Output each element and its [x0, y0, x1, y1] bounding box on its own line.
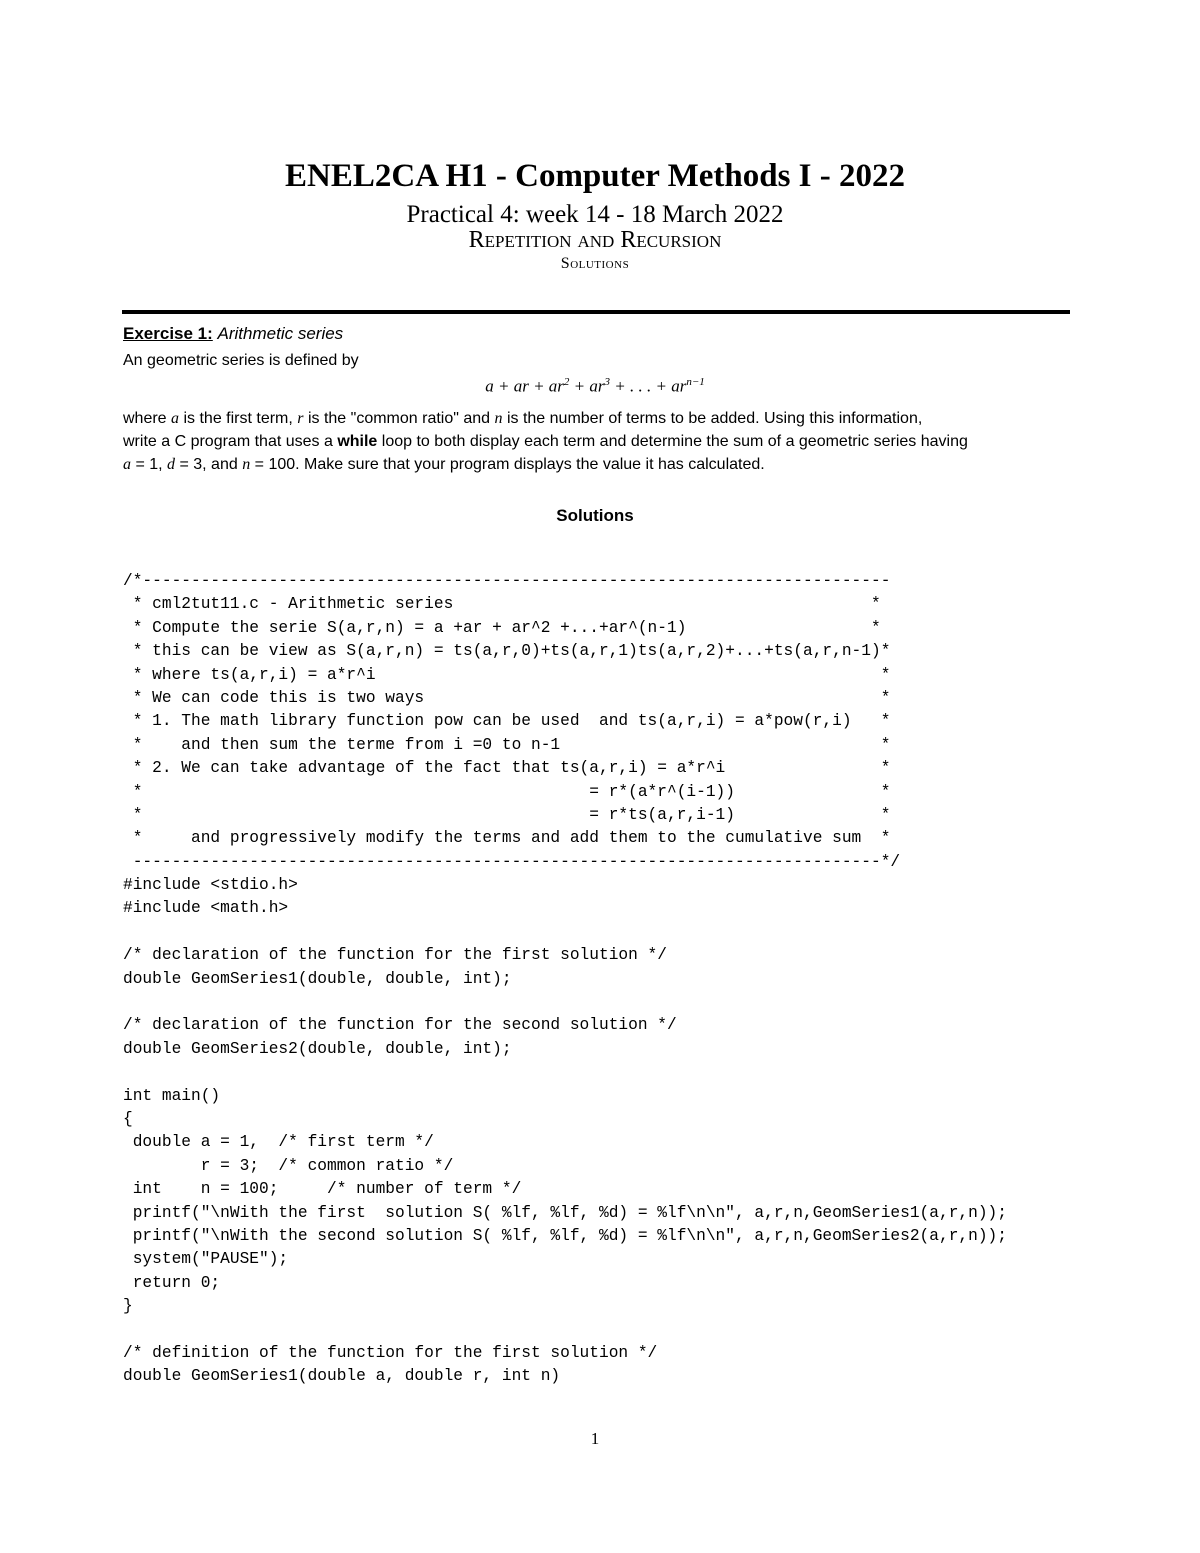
formula-part: + ar	[569, 376, 605, 396]
code-line: double a = 1, /* first term */	[123, 1133, 434, 1152]
code-line: system("PAUSE");	[123, 1250, 289, 1269]
formula-part: + . . . + ar	[610, 376, 687, 396]
code-line	[123, 921, 1007, 944]
text-run: = 100. Make sure that your program displays the value it has calculated.	[250, 456, 765, 473]
text-run: loop to both display each term and determine the sum of a geometric series having	[377, 433, 968, 450]
code-line	[123, 991, 1007, 1014]
topic-heading: Repetition and Recursion	[468, 227, 722, 253]
page-number: 1	[590, 1429, 600, 1448]
code-line: }	[123, 1297, 133, 1316]
math-variable: d	[167, 456, 176, 473]
code-line: * We can code this is two ways *	[123, 688, 891, 707]
code-line: #include <math.h>	[123, 899, 289, 918]
formula-part: a + ar + ar	[485, 376, 564, 396]
code-line: -----------------------------------------------------------------------------*/	[123, 852, 901, 871]
code-line: int n = 100; /* number of term */	[123, 1180, 522, 1199]
exercise-label: Exercise 1:	[123, 324, 213, 343]
code-line: * and then sum the terme from i =0 to n-1 *	[123, 735, 891, 754]
code-line	[123, 1319, 1007, 1342]
solutions-heading: Solutions	[556, 506, 634, 525]
code-line: * cml2tut11.c - Arithmetic series *	[123, 595, 881, 614]
code-line: * where ts(a,r,i) = a*r^i *	[123, 665, 891, 684]
code-line: int main()	[123, 1086, 221, 1105]
code-listing	[123, 570, 1007, 1389]
text-run: write a C program that uses a	[123, 433, 338, 450]
horizontal-rule	[122, 310, 1070, 314]
code-line: double GeomSeries1(double a, double r, int n)	[123, 1367, 561, 1386]
math-variable: n	[242, 456, 251, 473]
keyword-while: while	[337, 433, 378, 450]
code-line: * and progressively modify the terms and add them to the cumulative sum *	[123, 829, 891, 848]
series-formula	[0, 370, 1190, 399]
text-run: = 1,	[131, 456, 168, 473]
code-line: printf("\nWith the second solution S( %lf, %lf, %d) = %lf\n\n", a,r,n,GeomSeries2(a,r,n));	[123, 1226, 1007, 1245]
exercise-name: Arithmetic series	[217, 324, 344, 343]
code-line: {	[123, 1109, 133, 1128]
code-line: * this can be view as S(a,r,n) = ts(a,r,0)+ts(a,r,1)ts(a,r,2)+...+ts(a,r,n-1)*	[123, 642, 891, 661]
text-run: where	[123, 410, 172, 427]
code-line	[123, 1061, 1007, 1084]
document-title: ENEL2CA H1 - Computer Methods I - 2022	[285, 158, 905, 194]
text-run: is the number of terms to be added. Using this information,	[502, 410, 923, 427]
code-line: #include <stdio.h>	[123, 876, 298, 895]
code-line: /* declaration of the function for the second solution */	[123, 1016, 677, 1035]
code-line: /* declaration of the function for the first solution */	[123, 946, 667, 965]
code-line: printf("\nWith the first solution S( %lf, %lf, %d) = %lf\n\n", a,r,n,GeomSeries1(a,r,n));	[123, 1203, 1007, 1222]
code-line: /*-----------------------------------------------------------------------------	[123, 572, 891, 590]
code-line: * 1. The math library function pow can be used and ts(a,r,i) = a*pow(r,i) *	[123, 712, 891, 731]
code-line: double GeomSeries1(double, double, int);	[123, 969, 512, 988]
code-line: double GeomSeries2(double, double, int);	[123, 1039, 512, 1058]
section-heading: Solutions	[560, 255, 630, 272]
code-line: * Compute the serie S(a,r,n) = a +ar + ar^2 +...+ar^(n-1) *	[123, 618, 881, 637]
code-line: * 2. We can take advantage of the fact that ts(a,r,i) = a*r^i *	[123, 759, 891, 778]
math-variable: a	[171, 410, 180, 427]
code-line: return 0;	[123, 1273, 221, 1292]
code-line: * = r*ts(a,r,i-1) *	[123, 805, 891, 824]
math-variable: n	[494, 410, 503, 427]
document-subtitle: Practical 4: week 14 - 18 March 2022	[406, 201, 784, 228]
exercise-paragraph-line-2	[123, 430, 1071, 454]
exercise-intro: An geometric series is defined by	[123, 352, 359, 369]
exercise-paragraph-line-3	[123, 453, 1071, 477]
code-line: * = r*(a*r^(i-1)) *	[123, 782, 891, 801]
math-variable: a	[123, 456, 131, 473]
math-variable: r	[297, 410, 304, 427]
formula-exponent: n−1	[686, 376, 705, 388]
exercise-paragraph-line-1	[123, 407, 1071, 431]
text-run: = 3, and	[175, 456, 243, 473]
text-run: is the first term,	[179, 410, 298, 427]
code-line: r = 3; /* common ratio */	[123, 1156, 454, 1175]
code-line: /* definition of the function for the first solution */	[123, 1343, 658, 1362]
text-run: is the "common ratio" and	[303, 410, 495, 427]
exercise-heading	[123, 323, 343, 345]
formula-exponent: 2	[563, 376, 570, 388]
formula-exponent: 3	[604, 376, 611, 388]
